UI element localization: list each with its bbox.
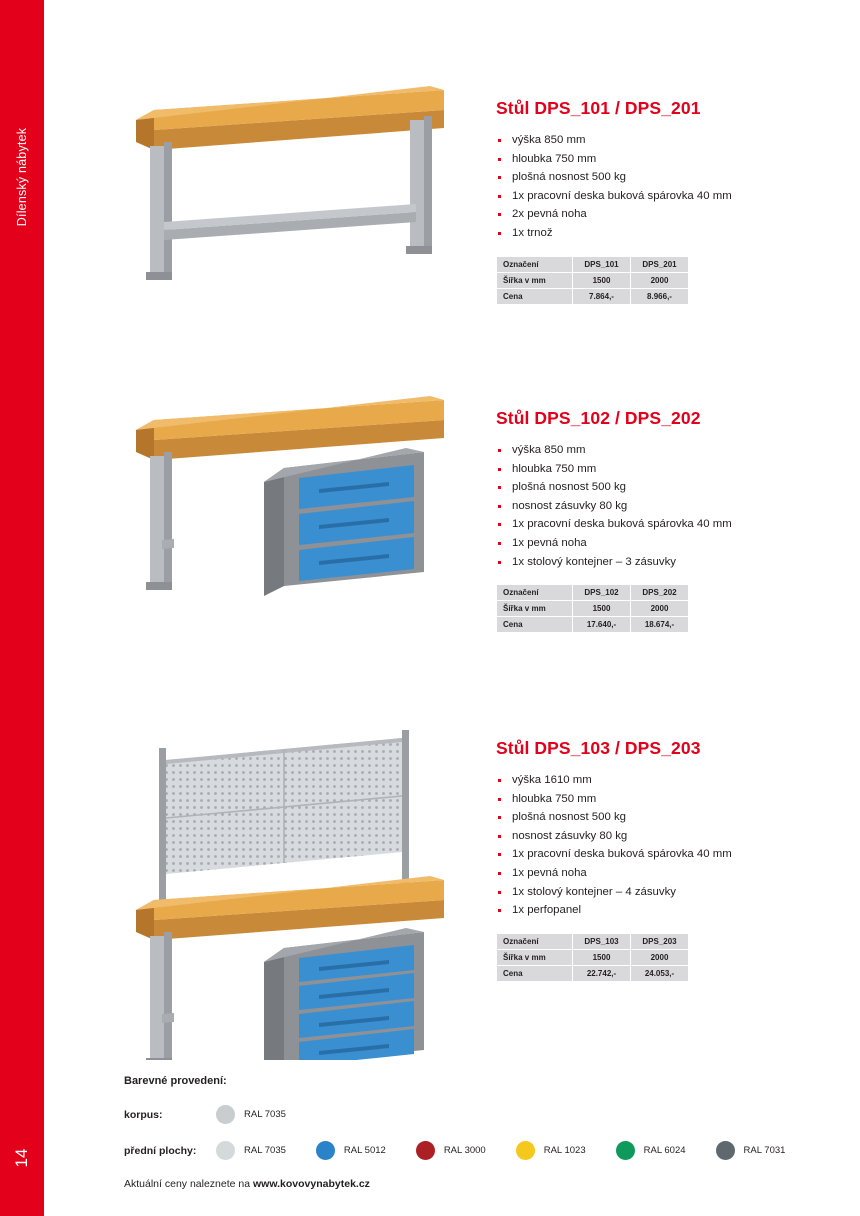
cell-width: 2000 bbox=[631, 601, 689, 617]
spec-item: 1x pracovní deska buková spárovka 40 mm bbox=[496, 845, 846, 864]
row-label: Označení bbox=[497, 933, 573, 949]
price-table bbox=[496, 256, 689, 305]
table-row bbox=[497, 288, 689, 304]
spec-item: výška 850 mm bbox=[496, 131, 846, 150]
spec-item: 1x trnož bbox=[496, 224, 846, 243]
color-row-korpus bbox=[124, 1105, 824, 1124]
color-swatch-label: RAL 5012 bbox=[343, 1145, 386, 1156]
spec-item: výška 850 mm bbox=[496, 441, 846, 460]
color-swatch-icon bbox=[716, 1141, 735, 1160]
table-row bbox=[497, 949, 689, 965]
cell-code: DPS_102 bbox=[573, 585, 631, 601]
color-swatch-label: RAL 6024 bbox=[643, 1145, 686, 1156]
row-label: Cena bbox=[497, 288, 573, 304]
product-spec-list bbox=[496, 131, 846, 243]
row-label: Označení bbox=[497, 585, 573, 601]
table-row bbox=[497, 965, 689, 981]
spec-item: hloubka 750 mm bbox=[496, 790, 846, 809]
spec-item: hloubka 750 mm bbox=[496, 460, 846, 479]
table-row bbox=[497, 585, 689, 601]
color-row-fronts bbox=[124, 1141, 824, 1160]
price-table bbox=[496, 933, 689, 982]
color-swatch-item bbox=[316, 1141, 386, 1160]
row-label: Cena bbox=[497, 965, 573, 981]
color-swatch-label: RAL 7035 bbox=[244, 1145, 286, 1156]
cell-width: 1500 bbox=[573, 272, 631, 288]
color-swatch-icon bbox=[316, 1141, 335, 1160]
footer-text: Aktuální ceny naleznete na bbox=[124, 1178, 254, 1190]
cell-code: DPS_203 bbox=[631, 933, 689, 949]
row-label: Cena bbox=[497, 617, 573, 633]
color-swatch-icon bbox=[516, 1141, 535, 1160]
cell-code: DPS_202 bbox=[631, 585, 689, 601]
color-swatch-icon bbox=[416, 1141, 435, 1160]
row-label: Šířka v mm bbox=[497, 272, 573, 288]
spec-item: 1x pracovní deska buková spárovka 40 mm bbox=[496, 515, 846, 534]
spec-item: hloubka 750 mm bbox=[496, 150, 846, 169]
color-swatch-label: RAL 7035 bbox=[244, 1109, 286, 1120]
product-title: Stůl DPS_102 / DPS_202 bbox=[496, 408, 701, 428]
sidebar bbox=[0, 0, 44, 1216]
product-info bbox=[496, 738, 846, 982]
page-number: 14 bbox=[12, 1148, 31, 1168]
color-options-title: Barevné provedení: bbox=[124, 1075, 227, 1087]
color-swatch-item bbox=[716, 1141, 786, 1160]
cell-width: 1500 bbox=[573, 601, 631, 617]
cell-price: 7.864,- bbox=[573, 288, 631, 304]
product-illustration-dps102 bbox=[114, 390, 464, 630]
color-swatch-item bbox=[216, 1105, 286, 1124]
color-swatch-item bbox=[216, 1141, 286, 1160]
cell-price: 22.742,- bbox=[573, 965, 631, 981]
color-row-label: korpus: bbox=[124, 1108, 163, 1121]
cell-code: DPS_103 bbox=[573, 933, 631, 949]
color-swatch-label: RAL 3000 bbox=[443, 1145, 486, 1156]
product-spec-list bbox=[496, 441, 846, 571]
spec-item: 1x stolový kontejner – 3 zásuvky bbox=[496, 553, 846, 572]
row-label: Šířka v mm bbox=[497, 601, 573, 617]
color-swatch-icon bbox=[616, 1141, 635, 1160]
cell-price: 17.640,- bbox=[573, 617, 631, 633]
color-swatch-icon bbox=[216, 1105, 235, 1124]
footer-link[interactable]: www.kovovynabytek.cz bbox=[253, 1178, 370, 1190]
product-info bbox=[496, 98, 846, 305]
table-row bbox=[497, 272, 689, 288]
price-table bbox=[496, 584, 689, 633]
cell-width: 2000 bbox=[631, 949, 689, 965]
cell-code: DPS_201 bbox=[631, 256, 689, 272]
table-row bbox=[497, 256, 689, 272]
spec-item: 1x perfopanel bbox=[496, 901, 846, 920]
row-label: Šířka v mm bbox=[497, 949, 573, 965]
table-row bbox=[497, 933, 689, 949]
product-illustration-dps101 bbox=[114, 80, 464, 320]
cell-price: 8.966,- bbox=[631, 288, 689, 304]
row-label: Označení bbox=[497, 256, 573, 272]
color-swatch-icon bbox=[216, 1141, 235, 1160]
table-row bbox=[497, 617, 689, 633]
color-swatch-label: RAL 1023 bbox=[543, 1145, 586, 1156]
cell-width: 2000 bbox=[631, 272, 689, 288]
color-swatch-label: RAL 7031 bbox=[743, 1145, 786, 1156]
cell-price: 24.053,- bbox=[631, 965, 689, 981]
color-swatch-item bbox=[516, 1141, 586, 1160]
product-title: Stůl DPS_103 / DPS_203 bbox=[496, 738, 701, 758]
spec-item: 1x stolový kontejner – 4 zásuvky bbox=[496, 883, 846, 902]
spec-item: výška 1610 mm bbox=[496, 771, 846, 790]
product-title: Stůl DPS_101 / DPS_201 bbox=[496, 98, 701, 118]
table-row bbox=[497, 601, 689, 617]
color-row-label: přední plochy: bbox=[124, 1144, 197, 1157]
spec-item: nosnost zásuvky 80 kg bbox=[496, 827, 846, 846]
spec-item: plošná nosnost 500 kg bbox=[496, 478, 846, 497]
spec-item: nosnost zásuvky 80 kg bbox=[496, 497, 846, 516]
product-illustration-dps103 bbox=[114, 720, 464, 1060]
spec-item: 1x pevná noha bbox=[496, 864, 846, 883]
cell-code: DPS_101 bbox=[573, 256, 631, 272]
sidebar-category-label: Dílenský nábytek bbox=[15, 127, 29, 227]
spec-item: 2x pevná noha bbox=[496, 205, 846, 224]
spec-item: plošná nosnost 500 kg bbox=[496, 808, 846, 827]
color-options bbox=[124, 1075, 824, 1177]
spec-item: 1x pracovní deska buková spárovka 40 mm bbox=[496, 187, 846, 206]
color-swatch-item bbox=[416, 1141, 486, 1160]
product-info bbox=[496, 408, 846, 633]
spec-item: 1x pevná noha bbox=[496, 534, 846, 553]
product-spec-list bbox=[496, 771, 846, 920]
cell-width: 1500 bbox=[573, 949, 631, 965]
spec-item: plošná nosnost 500 kg bbox=[496, 168, 846, 187]
cell-price: 18.674,- bbox=[631, 617, 689, 633]
footer-note bbox=[124, 1178, 370, 1190]
color-swatch-item bbox=[616, 1141, 686, 1160]
